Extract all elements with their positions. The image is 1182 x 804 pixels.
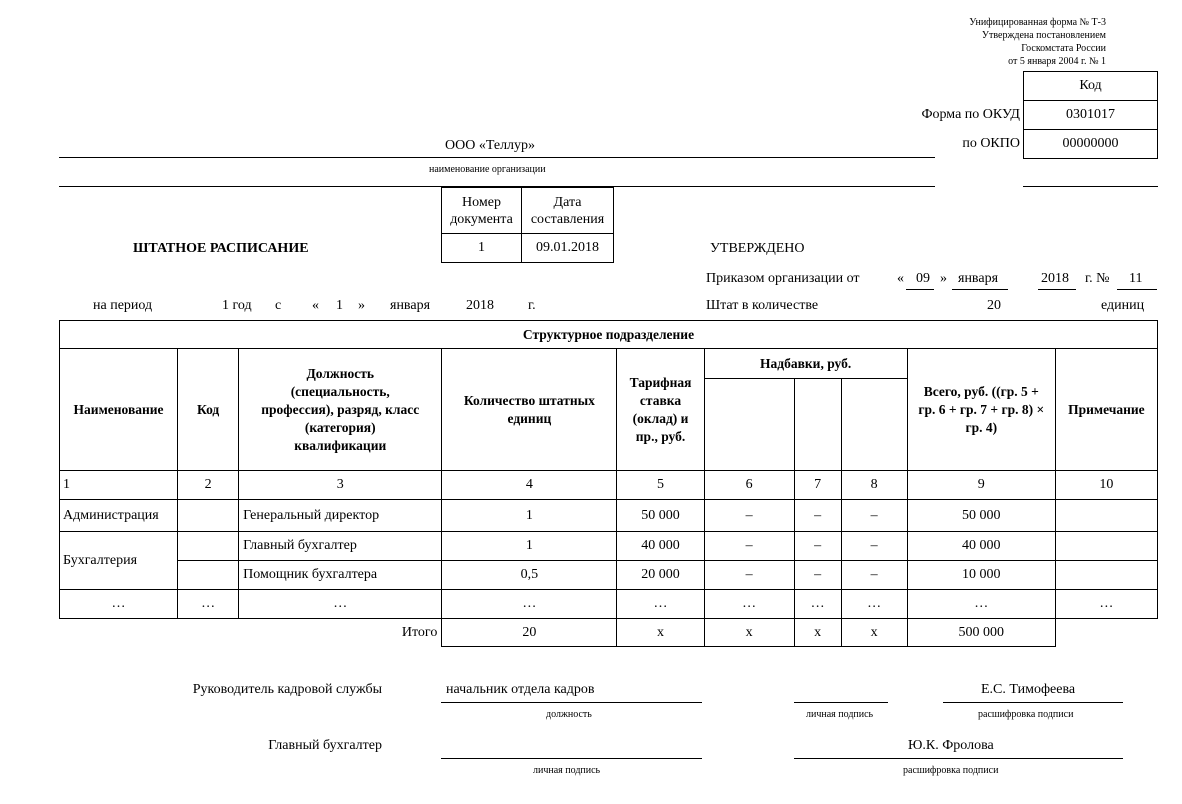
okpo-value: 00000000 xyxy=(1024,130,1158,159)
code-table xyxy=(1023,71,1158,159)
hr-name-line xyxy=(943,702,1123,703)
rate-cell: … xyxy=(617,590,704,619)
col-rate-header: Тарифная ставка (оклад) и пр., руб. xyxy=(617,349,704,471)
division-cell: … xyxy=(60,590,178,619)
hr-head-label: Руководитель кадровой службы xyxy=(192,682,382,697)
approved-label: УТВЕРЖДЕНО xyxy=(710,241,805,256)
col-note-header: Примечание xyxy=(1055,349,1157,471)
col-number: 3 xyxy=(239,471,442,500)
total-count: 20 xyxy=(442,619,617,647)
order-number-underline xyxy=(1117,289,1157,290)
code-cell xyxy=(178,561,239,590)
okud-value: 0301017 xyxy=(1024,101,1158,130)
note-cell xyxy=(1055,532,1157,561)
allowance-6-cell: – xyxy=(704,500,794,532)
organization-underline xyxy=(59,157,935,158)
order-day-underline xyxy=(906,289,934,290)
col-number: 10 xyxy=(1055,471,1157,500)
okpo-label: по ОКПО xyxy=(962,136,1020,151)
code-cell xyxy=(178,532,239,561)
allowance-7-cell: – xyxy=(794,561,841,590)
col-allowances-header: Надбавки, руб. xyxy=(704,349,907,379)
order-number: 11 xyxy=(1129,271,1143,286)
allowance-7-cell: – xyxy=(794,500,841,532)
total-label: Итого xyxy=(401,624,438,640)
hr-position-line xyxy=(441,702,702,703)
allowance-sub-6 xyxy=(704,379,794,471)
total-allowance-6: х xyxy=(704,619,794,647)
allowance-6-cell: – xyxy=(704,561,794,590)
order-day: 09 xyxy=(916,271,930,286)
total-row xyxy=(60,619,1158,647)
total-allowance-7: х xyxy=(794,619,841,647)
order-label: Приказом организации от xyxy=(706,271,860,286)
organization-name: ООО «Теллур» xyxy=(445,138,536,153)
hr-position: начальник отдела кадров xyxy=(446,682,595,697)
position-cell: Помощник бухгалтера xyxy=(239,561,442,590)
position-cell: Главный бухгалтер xyxy=(239,532,442,561)
total-note-empty xyxy=(1055,619,1157,647)
count-cell: … xyxy=(442,590,617,619)
chief-name: Ю.К. Фролова xyxy=(908,738,994,753)
note-cell xyxy=(1055,561,1157,590)
count-cell: 1 xyxy=(442,532,617,561)
period-year-suffix: г. xyxy=(528,298,536,313)
doc-number-header: Номер документа xyxy=(442,188,522,234)
position-cell: … xyxy=(239,590,442,619)
order-year-underline xyxy=(1038,289,1076,290)
hr-name-caption: расшифровка подписи xyxy=(978,709,1074,720)
chief-signature-caption: личная подпись xyxy=(533,765,601,776)
note-cell xyxy=(1055,500,1157,532)
total-cell: … xyxy=(907,590,1055,619)
form-line-3: Госкомстата России xyxy=(1021,43,1106,54)
count-cell: 1 xyxy=(442,500,617,532)
allowance-8-cell: – xyxy=(841,532,907,561)
staff-schedule-table xyxy=(59,320,1158,647)
total-cell: 40 000 xyxy=(907,532,1055,561)
period-day: 1 xyxy=(336,298,343,313)
total-rate: х xyxy=(617,619,704,647)
hr-signature-line xyxy=(794,702,888,703)
col-number: 1 xyxy=(60,471,178,500)
code-cell: … xyxy=(178,590,239,619)
chief-signature-line xyxy=(441,758,702,759)
order-year-suffix: г. № xyxy=(1085,271,1110,286)
document-number-table xyxy=(441,187,614,263)
count-cell: 0,5 xyxy=(442,561,617,590)
organization-caption: наименование организации xyxy=(429,164,546,175)
order-year: 2018 xyxy=(1041,271,1069,286)
allowance-6-cell: – xyxy=(704,532,794,561)
hr-signature-caption: личная подпись xyxy=(806,709,874,720)
allowance-8-cell: – xyxy=(841,561,907,590)
total-cell: 50 000 xyxy=(907,500,1055,532)
doc-number: 1 xyxy=(442,234,522,263)
total-allowance-8: х xyxy=(841,619,907,647)
chief-accountant-label: Главный бухгалтер xyxy=(268,738,382,753)
allowance-sub-7 xyxy=(794,379,841,471)
allowance-8-cell: … xyxy=(841,590,907,619)
allowance-6-cell: … xyxy=(704,590,794,619)
table-row xyxy=(60,590,1158,619)
doc-date-header: Дата составления xyxy=(522,188,614,234)
order-open-quote: « xyxy=(897,271,904,286)
allowance-8-cell: – xyxy=(841,500,907,532)
period-from: с xyxy=(275,298,282,313)
period-label: на период xyxy=(93,298,153,313)
rate-cell: 50 000 xyxy=(617,500,704,532)
order-month: января xyxy=(958,271,999,286)
table-row xyxy=(60,561,1158,590)
order-month-underline xyxy=(952,289,1008,290)
table-row xyxy=(60,532,1158,561)
staff-count: 20 xyxy=(987,298,1001,313)
code-header: Код xyxy=(1024,72,1158,101)
total-sum: 500 000 xyxy=(907,619,1055,647)
code-cell xyxy=(178,500,239,532)
staff-units: единиц xyxy=(1101,298,1145,313)
form-line-2: Утверждена постановлением xyxy=(981,30,1106,41)
rate-cell: 40 000 xyxy=(617,532,704,561)
position-caption: должность xyxy=(546,709,592,720)
col-total-header: Всего, руб. ((гр. 5 + гр. 6 + гр. 7 + гр. 8) × гр. 4) xyxy=(907,349,1055,471)
allowance-7-cell: – xyxy=(794,532,841,561)
okud-label: Форма по ОКУД xyxy=(921,107,1020,122)
okpo-underline xyxy=(1023,186,1158,187)
note-cell: … xyxy=(1055,590,1157,619)
hr-name: Е.С. Тимофеева xyxy=(981,682,1076,697)
col-position-header: Должность (специальность, профессия), разряд, класс (категория) квалификации xyxy=(239,349,442,471)
staff-label: Штат в количестве xyxy=(706,298,819,313)
period-open-quote: « xyxy=(312,298,319,313)
col-name-header: Наименование xyxy=(60,349,178,471)
document-title: ШТАТНОЕ РАСПИСАНИЕ xyxy=(133,241,309,256)
rate-cell: 20 000 xyxy=(617,561,704,590)
chief-name-line xyxy=(794,758,1123,759)
col-number: 9 xyxy=(907,471,1055,500)
column-numbers-row xyxy=(60,471,1158,500)
allowance-sub-8 xyxy=(841,379,907,471)
col-number: 8 xyxy=(841,471,907,500)
order-close-quote: » xyxy=(940,271,947,286)
col-number: 5 xyxy=(617,471,704,500)
period-close-quote: » xyxy=(358,298,365,313)
period-month: января xyxy=(390,298,431,313)
period-year: 2018 xyxy=(466,298,494,313)
allowance-7-cell: … xyxy=(794,590,841,619)
chief-name-caption: расшифровка подписи xyxy=(903,765,999,776)
doc-date: 09.01.2018 xyxy=(522,234,614,263)
division-cell: Бухгалтерия xyxy=(60,532,178,590)
col-number: 6 xyxy=(704,471,794,500)
position-cell: Генеральный директор xyxy=(239,500,442,532)
period-duration: 1 год xyxy=(222,298,252,313)
form-line-4: от 5 января 2004 г. № 1 xyxy=(1008,56,1106,67)
col-number: 7 xyxy=(794,471,841,500)
col-code-header: Код xyxy=(178,349,239,471)
col-count-header: Количество штатных единиц xyxy=(442,349,617,471)
col-number: 4 xyxy=(442,471,617,500)
table-row xyxy=(60,500,1158,532)
form-line-1: Унифицированная форма № Т-3 xyxy=(969,17,1106,28)
total-cell: 10 000 xyxy=(907,561,1055,590)
col-number: 2 xyxy=(178,471,239,500)
division-cell: Администрация xyxy=(60,500,178,532)
struct-division-header: Структурное подразделение xyxy=(60,321,1158,349)
